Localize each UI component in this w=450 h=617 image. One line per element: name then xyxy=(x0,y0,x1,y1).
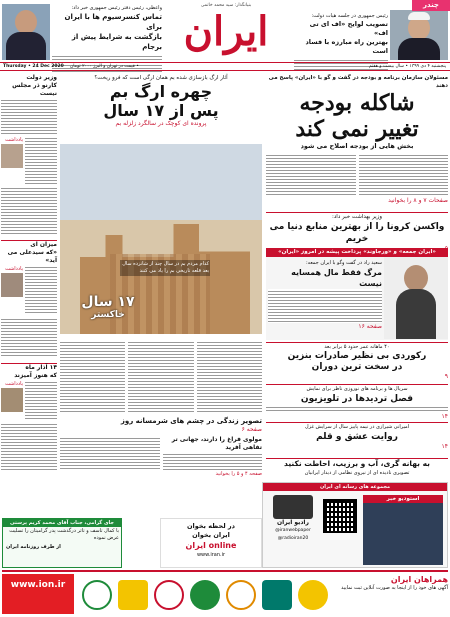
petrol-story xyxy=(266,342,448,382)
masthead-logo xyxy=(160,2,292,60)
lead-subhead: بخش هایی از بودجه اصلاح می شود xyxy=(300,142,414,150)
vaccine-story xyxy=(266,212,448,248)
book-kicker: امیرانی شیرازی در نیمه پاییز سال از سرایش غزل xyxy=(304,424,410,430)
top-right-headline-2: بهترین راه مبارزه با فساد است xyxy=(305,38,388,55)
condolence-sign: از طرف روزنامه ایران xyxy=(6,544,61,550)
top-left-teaser xyxy=(52,4,162,60)
petrol-kicker: ۴۰ ماهانه عمر حدود ۵ برابر بعد xyxy=(324,344,390,350)
top-left-photo xyxy=(2,4,50,60)
sidebar-col1-title: کارنو ذر مجلس نیست xyxy=(12,82,57,97)
masthead xyxy=(0,0,450,62)
feature-kicker: سعید راد در گفت وگو با ایران جمعه: xyxy=(305,260,382,266)
online-ad-line1: در لحظه بخوان xyxy=(187,522,235,530)
radio-promo xyxy=(267,495,319,565)
online-ad-brand: ایران online xyxy=(185,541,237,550)
handle-1[interactable]: @iranwebpaper xyxy=(275,528,311,533)
photo-story-kicker: آثار ارگ بازسازی شده بم همان ارگی است که فرو ریخت؟ xyxy=(94,75,228,81)
feature-page-ref: صفحه ۱۶ xyxy=(358,323,382,330)
top-left-headline-2: بازگشت به شرایط پیش از برجام xyxy=(71,33,162,51)
sponsor-logo-4 xyxy=(190,580,220,610)
author-avatar xyxy=(1,144,23,168)
issue-line: پنجشنبه ۴ دی ۱۳۹۹ • سال بیست و هفتم xyxy=(368,64,446,69)
price: • قیمت در تهران و البرز ۲۰۰۰ تومان xyxy=(70,64,139,69)
sidebar-col3-author: یادداشت xyxy=(5,381,23,387)
sidebar-col2-author: یادداشت xyxy=(5,266,23,272)
top-right-caption: رئیس جمهوری در جلسه هیات دولت: xyxy=(311,13,388,19)
vaccine-headline: واکسن کرونا را از بهترین منابع دنیا می خریم xyxy=(269,222,445,244)
ion-ad xyxy=(2,574,74,614)
cinema-page-ref: ۱۴ xyxy=(441,413,448,420)
partners-body: آگهی های خود را از اینجا به صورت آنلاین ثبت نمایید xyxy=(341,585,448,591)
book-headline: روایت عشق و قلم xyxy=(316,432,398,442)
stamp-line-2: خاکستر xyxy=(91,310,125,320)
sidebar-col2 xyxy=(1,240,57,357)
masthead-tagline: بنیانگذار: سید محمد خاتمی xyxy=(200,3,252,8)
sidebar-col2-kicker: میزان ای xyxy=(30,241,57,248)
radio-icon xyxy=(273,495,313,519)
top-right-photo xyxy=(390,10,448,60)
photo-story-headline-1: چهره ارگ بم xyxy=(109,82,213,101)
condolence-title: جای گرامی، جناب آقای محمد کریم پرستی xyxy=(3,519,121,527)
citadel-photo xyxy=(60,144,262,334)
photo-story-headline-2: پس از ۱۷ سال xyxy=(103,101,219,120)
author-avatar xyxy=(1,273,23,297)
sidebar-col1-author: یادداشت xyxy=(5,137,23,143)
feature-box xyxy=(266,248,448,340)
book-page-ref: ۱۴ xyxy=(441,443,448,450)
stamp-line-1: ۱۷ سال xyxy=(81,294,135,310)
photo-story xyxy=(60,74,262,334)
ion-url[interactable]: www.ion.ir xyxy=(10,580,66,590)
studio-photo xyxy=(363,495,443,565)
handle-2[interactable]: @radioiran20 xyxy=(277,536,309,541)
sidebar-col1-kicker: وزیر دولت xyxy=(26,74,57,81)
promo-label: مجموعه های رسانه ای ایران xyxy=(263,483,447,491)
partners-title: همراهان ایران xyxy=(390,575,448,584)
feature-photo xyxy=(384,257,448,339)
media-promo xyxy=(262,482,448,568)
bottom-story-headline: به بهانه گری، آب و برزیب، احاطت نکنید xyxy=(284,459,430,468)
cinema-kicker: سریال ها و برنامه های نوروزی ناظر برای نمایش xyxy=(306,386,408,392)
culture-page-ref: صفحه ۶ xyxy=(241,426,262,433)
cinema-headline: فصل تردیدها در تلویزیون xyxy=(300,394,414,404)
author-avatar xyxy=(1,388,23,412)
sidebar-col3-title: که هنوز آمیزند xyxy=(14,372,57,379)
studio-label: استودیو خبر xyxy=(363,495,443,503)
top-left-caption: واعظی، رئیس دفتر رئیس جمهوری خبر داد: xyxy=(71,5,162,11)
lead-headline-1: شاکله بودجه xyxy=(299,90,415,116)
bottom-story-subhead: تصویری نادیده ای از نیروی نظامی از دیدار ایرانیان xyxy=(304,470,410,476)
bottom-story xyxy=(266,458,448,482)
petrol-headline-2: در سخت ترین دوران xyxy=(311,362,403,372)
photo-caption: کدام مردم بم در سال چند از شانزده سال بعد قلعه تاریخی بم را یاد می کنند xyxy=(120,260,210,276)
petrol-headline-1: رکوردی بی نظیر صادرات بنزین xyxy=(287,351,427,361)
lead-kicker: مسئولان سازمان برنامه و بودجه در گفت و گو با «ایران» پاسخ می دهند xyxy=(268,75,448,89)
petrol-page-ref: ۹ xyxy=(444,373,448,380)
top-right-teaser xyxy=(294,12,388,60)
culture-headline: تصویر زندگی در چشم های شرمسانه روز xyxy=(120,417,262,425)
sponsor-logo-6 xyxy=(262,580,292,610)
left-sidebar xyxy=(1,74,57,514)
sidebar-col1 xyxy=(1,74,57,234)
feature-box-title: «ایران جمعه» و «ورجاوند» پرداخت پیشه در امروز «ایران» xyxy=(266,248,448,257)
person-icon xyxy=(404,265,428,291)
logo-wordmark: ایران xyxy=(183,8,269,55)
top-left-headline-1: تماس کنسرسیوم ها با ایران برای xyxy=(64,13,162,31)
top-right-headline-1: تصویب لوایح «اف ای تی اف» xyxy=(309,20,388,37)
sponsor-logo-5 xyxy=(226,580,256,610)
mid-left-headline: مولوی فراغ را دارند، جهانی تر تفاهی آفرید xyxy=(171,436,262,451)
mid-left-page-ref: صفحه ۴ و ۵ را بخوانید xyxy=(215,471,262,477)
radio-label: رادیو ایران xyxy=(277,519,309,526)
sidebar-col3-kicker: ۱۴ آذار ماه xyxy=(25,364,57,371)
center-lower xyxy=(60,340,262,480)
person-icon xyxy=(15,10,37,34)
condolence-body: با کمال تاسف و تاثر درگذشت پدر گرامیتان را تسلیت عرض نموده xyxy=(9,528,119,541)
feature-headline: مرگ فقط مال همسایه نیست xyxy=(291,268,382,288)
book-story xyxy=(266,422,448,456)
online-ad-line2: ایران بخوان xyxy=(192,531,230,539)
lead-story xyxy=(266,74,448,214)
partners-ad xyxy=(336,574,448,614)
masthead-tag: چندر xyxy=(412,0,450,11)
date-english: Thursday • 24 Dec 2020 xyxy=(3,64,64,69)
sponsor-logo-1 xyxy=(82,580,112,610)
lead-headline-2: تغییر نمی کند xyxy=(295,116,419,142)
dateline-bar xyxy=(0,62,450,71)
iran-online-ad xyxy=(160,518,262,568)
condolence-ad xyxy=(2,518,122,568)
sidebar-col2-title: «که سیدعلی می آید» xyxy=(7,249,57,264)
sponsor-strip xyxy=(2,570,448,615)
sponsor-logo-3 xyxy=(154,580,184,610)
sponsor-logo-2 xyxy=(118,580,148,610)
stamp-17-years xyxy=(68,294,148,321)
photo-story-subhead: پرونده ای کوچک در سالگرد زلزله بم xyxy=(115,120,207,127)
sponsor-logo-7 xyxy=(298,580,328,610)
sidebar-col3 xyxy=(1,363,57,472)
online-ad-url[interactable]: www.iran.ir xyxy=(196,552,226,558)
cinema-story xyxy=(266,384,448,420)
qr-code xyxy=(323,499,357,533)
lead-page-ref: صفحات ۷ و ۸ را بخوانید xyxy=(388,197,448,204)
vaccine-kicker: وزیر بهداشت خبر داد: xyxy=(332,214,382,220)
